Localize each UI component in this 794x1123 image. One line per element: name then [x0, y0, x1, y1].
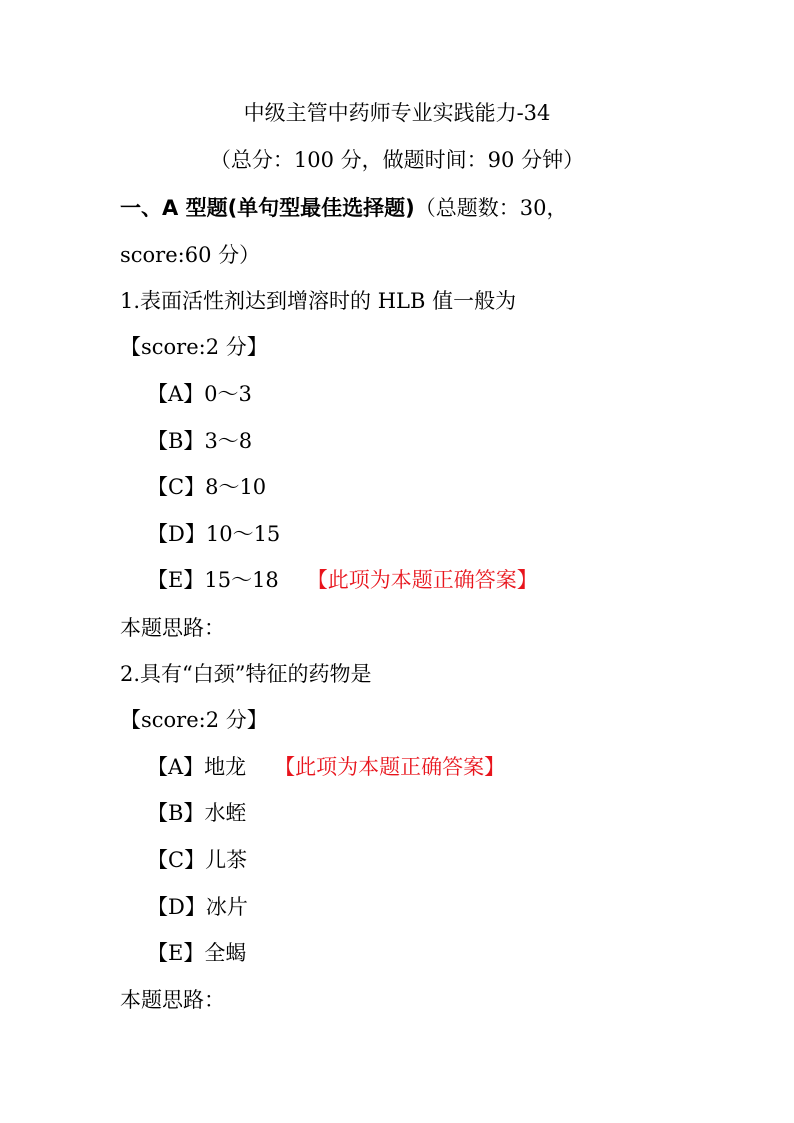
option-text: 水蛭 — [204, 801, 247, 825]
document-subtitle: （总分：100 分，做题时间：90 分钟） — [209, 148, 585, 172]
option-label: 【B】 — [147, 801, 205, 825]
option-label: 【B】 — [147, 429, 205, 453]
question-2-option-c — [147, 847, 247, 873]
option-text: 冰片 — [205, 895, 248, 919]
document-title: 中级主管中药师专业实践能力-34 — [243, 101, 551, 125]
option-label: 【C】 — [147, 848, 206, 872]
option-text: 0～3 — [204, 382, 252, 406]
option-label: 【E】 — [147, 941, 205, 965]
question-2-option-b — [147, 800, 246, 826]
question-1-score: 【score:2 分】 — [120, 335, 268, 359]
option-label: 【A】 — [147, 382, 205, 406]
section-heading-title: 一、A 型题(单句型最佳选择题) — [120, 196, 415, 220]
question-2-analysis: 本题思路： — [120, 988, 225, 1012]
option-text: 3～8 — [204, 429, 253, 453]
option-text: 8～10 — [205, 475, 267, 499]
option-text: 儿茶 — [205, 848, 248, 872]
option-text: 15～18 — [204, 568, 279, 592]
section-heading — [120, 195, 568, 221]
correct-answer-mark: 【此项为本题正确答案】 — [306, 568, 538, 592]
option-label: 【E】 — [147, 568, 205, 592]
question-1-option-a — [147, 381, 252, 407]
question-2-score: 【score:2 分】 — [120, 708, 268, 732]
option-text: 全蝎 — [204, 941, 247, 965]
question-2-option-e — [147, 940, 246, 966]
question-2-option-a — [147, 754, 505, 780]
option-label: 【A】 — [147, 755, 205, 779]
option-text: 地龙 — [204, 755, 247, 779]
question-2-option-d — [147, 894, 248, 920]
option-label: 【C】 — [147, 475, 206, 499]
question-1-option-e — [147, 567, 538, 593]
question-1-analysis: 本题思路： — [120, 616, 225, 640]
question-1-option-d — [147, 521, 280, 547]
section-heading-score: score:60 分） — [120, 243, 261, 267]
option-text: 10～15 — [205, 522, 281, 546]
option-label: 【D】 — [147, 895, 206, 919]
question-2-stem: 2.具有“白颈”特征的药物是 — [120, 662, 372, 686]
question-1-option-b — [147, 428, 252, 454]
question-1-option-c — [147, 474, 266, 500]
option-label: 【D】 — [147, 522, 206, 546]
correct-answer-mark: 【此项为本题正确答案】 — [274, 755, 506, 779]
question-1-stem: 1.表面活性剂达到增溶时的 HLB 值一般为 — [120, 289, 517, 313]
section-heading-count: （总题数：30， — [414, 196, 568, 220]
